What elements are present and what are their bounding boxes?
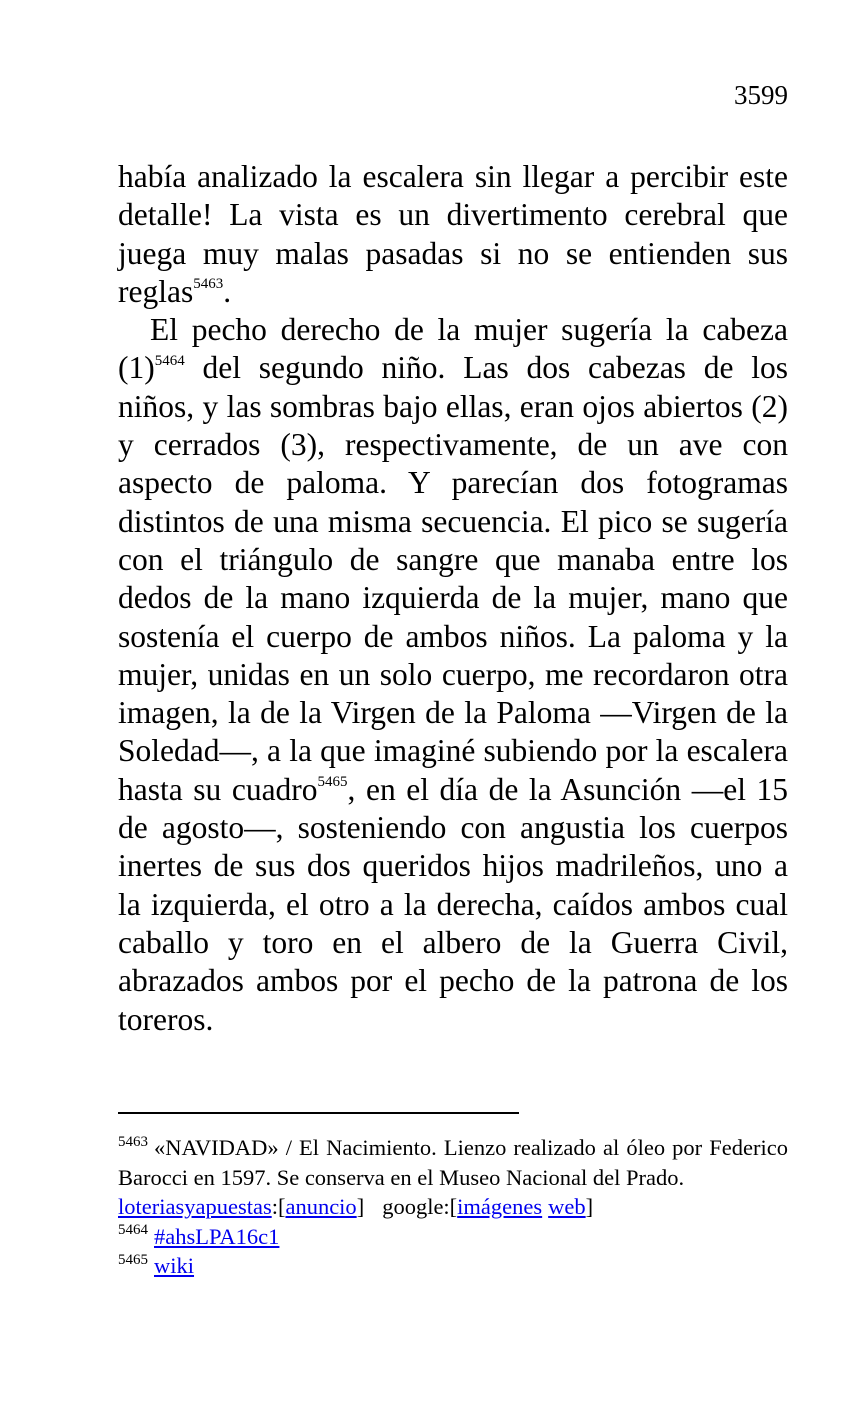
links-sep-2: ] (356, 1194, 365, 1219)
body-text (118, 158, 788, 1039)
footnote-5463-text: «NAVIDAD» / El Nacimiento. Lienzo realizado al óleo por Federico Barocci en 1597. Se conserva en el Museo Nacional del Prado. (118, 1135, 788, 1190)
footnote-number-5464: 5464 (118, 1222, 148, 1238)
footnote-5464 (118, 1222, 788, 1252)
anuncio-link[interactable]: anuncio (285, 1194, 357, 1219)
paragraph-2-text-a: El pecho derecho de la mujer sugería la cabeza (1) (118, 312, 788, 386)
paragraph-1-text: había analizado la escalera sin llegar a percibir este detalle! La vista es un divertimento cerebral que juega muy malas pasadas si no se entienden sus reglas (118, 159, 788, 309)
footnote-5465 (118, 1251, 788, 1281)
loteriasyapuestas-link[interactable]: loteriasyapuestas (118, 1194, 272, 1219)
footnote-number-5465: 5465 (118, 1251, 148, 1268)
footnote-ref-5463[interactable]: 5463 (193, 276, 224, 293)
paragraph-1-end: . (223, 273, 232, 309)
paragraph-2 (118, 311, 788, 1039)
wiki-link[interactable]: wiki (154, 1253, 195, 1278)
ahsLPA16c1-link[interactable]: #ahsLPA16c1 (154, 1223, 280, 1249)
paragraph-1 (118, 158, 788, 311)
footnote-ref-5464[interactable]: 5464 (154, 352, 185, 369)
google-label: google:[ (382, 1194, 458, 1219)
footnote-ref-5465[interactable]: 5465 (317, 774, 348, 791)
footnote-number-5463: 5463 (118, 1133, 148, 1150)
paragraph-2-text-c: , en el día de la Asunción —el 15 de agosto—, sosteniendo con angustia los cuerpos inertes de sus dos queridos hijos madrileños, uno a la izquierda, el otro a la derecha, caídos ambos cual caballo y toro en el albero de la Guerra Civil, abrazados ambos por el pecho de la patrona de los toreros. (118, 771, 788, 1037)
paragraph-2-text-b: del segundo niño. Las dos cabezas de los niños, y las sombras bajo ellas, eran ojos abiertos (2) y cerrados (3), respectivamente, de un ave con aspecto de paloma. Y parecían dos fotogramas distintos de una misma secuencia. El pico se sugería con el triángulo de sangre que manaba entre los dedos de la mano izquierda de la mujer, mano que sostenía el cuerpo de ambos niños. La paloma y la mujer, unidas en un solo cuerpo, me recordaron otra imagen, la de la Virgen de la Paloma —Virgen de la Soledad—, a la que imaginé subiendo por la escalera hasta su cuadro (118, 350, 788, 807)
web-link[interactable]: web (548, 1194, 586, 1219)
links-sep-1: :[ (271, 1194, 286, 1219)
footnote-divider (118, 1112, 519, 1114)
links-sep-3: ] (585, 1194, 594, 1219)
footnote-5463 (118, 1133, 788, 1192)
footnote-5463-links (118, 1192, 788, 1222)
imagenes-link[interactable]: imágenes (457, 1194, 543, 1219)
page-number: 3599 (734, 80, 788, 110)
footnotes (118, 1133, 788, 1281)
